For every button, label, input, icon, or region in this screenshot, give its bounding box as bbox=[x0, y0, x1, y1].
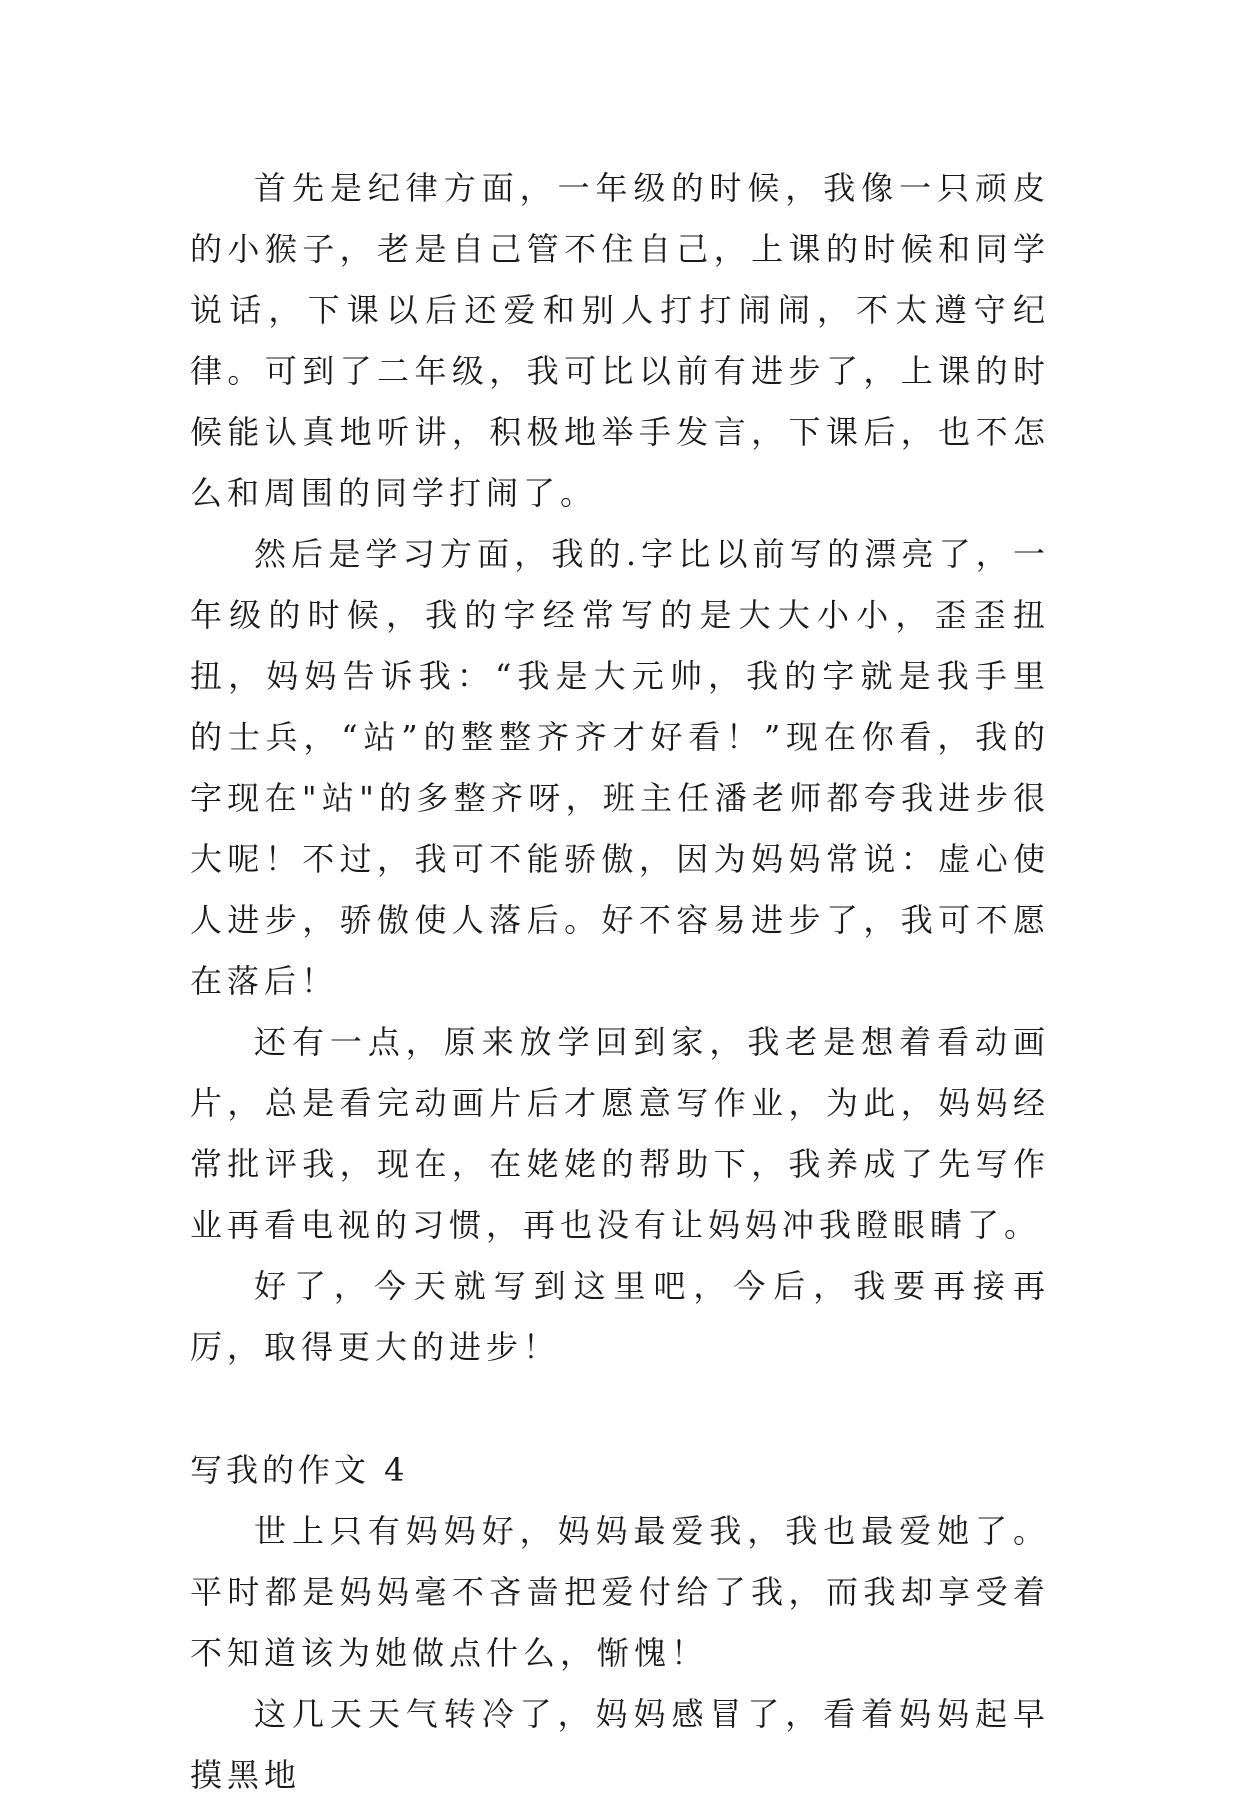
paragraph-homework: 还有一点，原来放学回到家，我老是想着看动画片，总是看完动画片后才愿意写作业，为此，妈妈经常批评我，现在，在姥姥的帮助下，我养成了先写作业再看电视的习惯，再也没有让妈妈冲我瞪眼睛了。 bbox=[190, 1023, 1050, 1244]
paragraph-study: 然后是学习方面，我的.字比以前写的漂亮了，一年级的时候，我的字经常写的是大大小小，歪歪扭扭，妈妈告诉我：“我是大元帅，我的字就是我手里的士兵，“站”的整整齐齐才好看！”现在你看，我的字现在"站"的多整齐呀，班主任潘老师都夸我进步很大呢！不过，我可不能骄傲，因为妈妈常说：虚心使人进步，骄傲使人落后。好不容易进步了，我可不愿在落后！ bbox=[190, 535, 1050, 1000]
paragraph-discipline: 首先是纪律方面，一年级的时候，我像一只顽皮的小猴子，老是自己管不住自己，上课的时候和同学说话，下课以后还爱和别人打打闹闹，不太遵守纪律。可到了二年级，我可比以前有进步了，上课的时候能认真地听讲，积极地举手发言，下课后，也不怎么和周围的同学打闹了。 bbox=[190, 169, 1050, 512]
paragraph-closing: 好了，今天就写到这里吧，今后，我要再接再厉，取得更大的进步！ bbox=[190, 1267, 1050, 1366]
section-spacer bbox=[190, 1378, 1050, 1440]
document-body bbox=[190, 158, 1050, 1806]
paragraph-mother-cold: 这几天天气转冷了，妈妈感冒了，看着妈妈起早摸黑地 bbox=[190, 1695, 1050, 1794]
paragraph-mother-love: 世上只有妈妈好，妈妈最爱我，我也最爱她了。平时都是妈妈毫不吝啬把爱付给了我，而我却享受着不知道该为她做点什么，惭愧！ bbox=[190, 1512, 1050, 1672]
section-title: 写我的作文 4 bbox=[190, 1451, 409, 1489]
